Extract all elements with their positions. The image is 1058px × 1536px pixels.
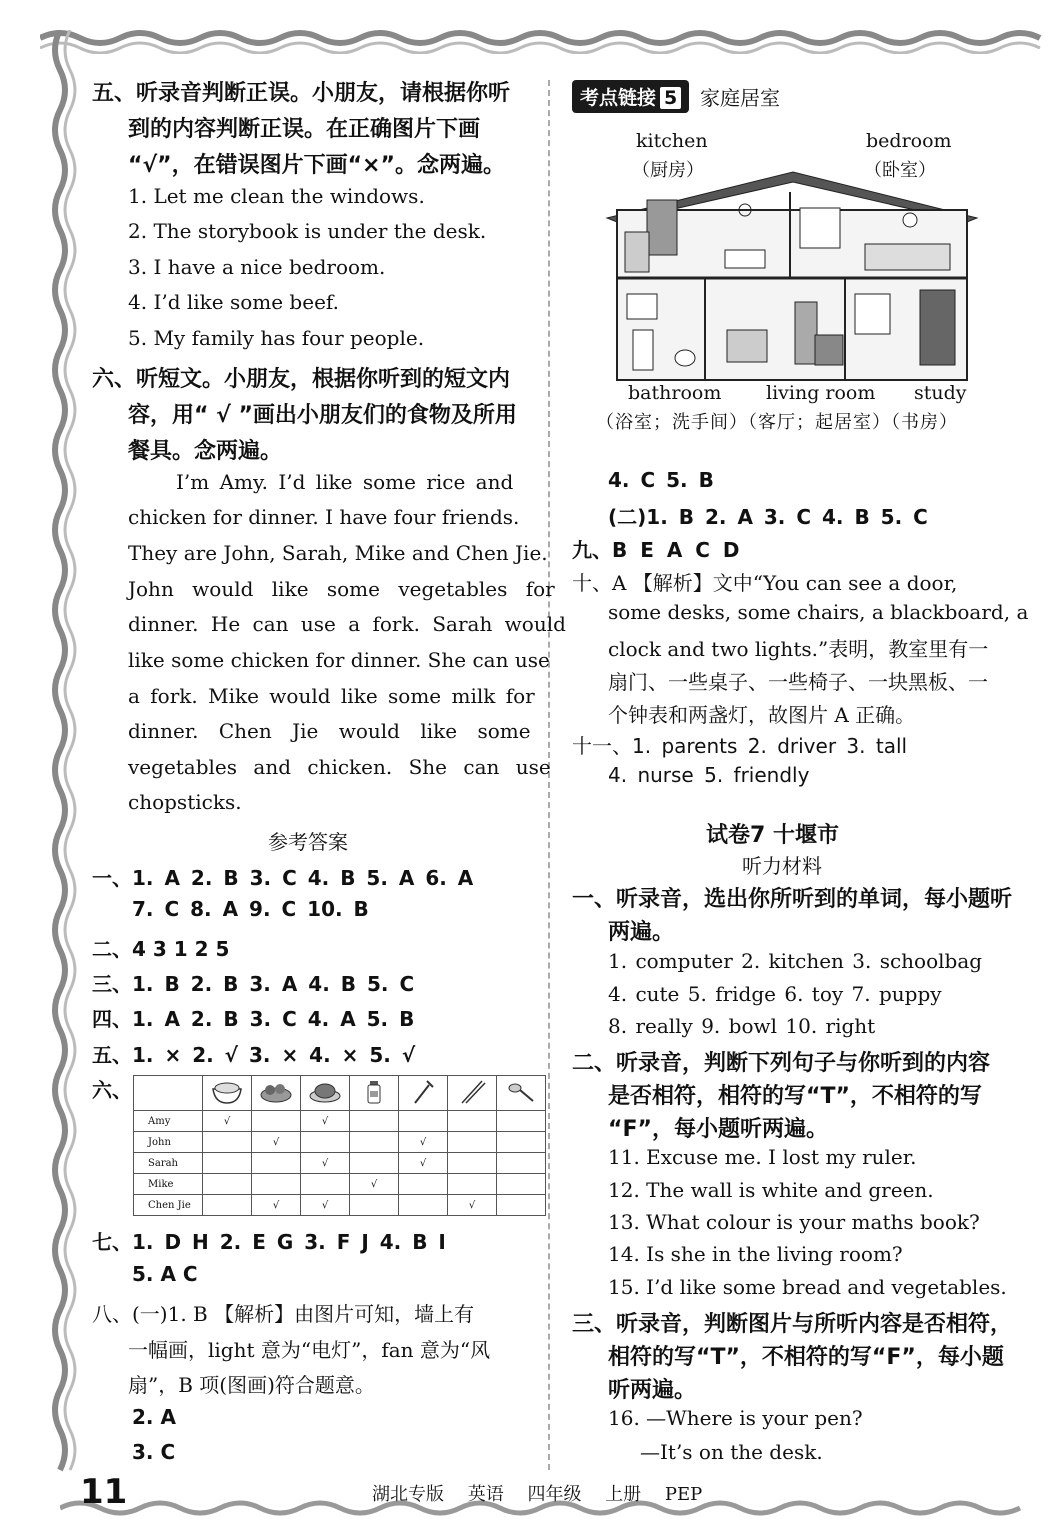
wavy-frame-left — [38, 30, 78, 1510]
house-label-kitchen-cn: （厨房） — [632, 160, 704, 181]
q3-heading: 听两遍。 — [608, 1378, 697, 1403]
answer-line: 4. nurse 5. friendly — [608, 763, 810, 787]
tag-number: 5 — [660, 87, 681, 109]
table-cell — [448, 1174, 497, 1195]
table-cell — [301, 1132, 350, 1153]
list-item: 4. cute 5. fridge 6. toy 7. puppy — [608, 982, 942, 1006]
list-item: 12. The wall is white and green. — [608, 1178, 934, 1202]
answer-line: 五、1. × 2. √ 3. × 4. × 5. √ — [92, 1043, 416, 1067]
answer-line: 一幅画，light 意为“电灯”，fan 意为“风 — [128, 1338, 491, 1362]
table-corner-cell — [134, 1076, 203, 1111]
list-item: 3. I have a nice bedroom. — [128, 255, 386, 279]
listening-title: 听力材料 — [742, 854, 822, 878]
rice-bowl-icon — [203, 1076, 252, 1111]
page-number: 11 — [80, 1472, 128, 1512]
answer-line: 一、1. A 2. B 3. C 4. B 5. A 6. A — [92, 866, 474, 890]
list-item: 1. computer 2. kitchen 3. schoolbag — [608, 949, 983, 973]
table-cell — [497, 1132, 546, 1153]
answer-line: 三、1. B 2. B 3. A 4. B 5. C — [92, 972, 415, 996]
table-cell — [497, 1153, 546, 1174]
table-cell — [399, 1174, 448, 1195]
passage-line: John would like some vegetables for — [128, 577, 555, 601]
vegetables-icon — [252, 1076, 301, 1111]
table-cell — [252, 1153, 301, 1174]
q3-heading: 相符的写“T”，不相符的写“F”，每小题 — [608, 1345, 1004, 1370]
house-label-study: study — [914, 382, 967, 404]
q2-heading: 二、听录音，判断下列句子与你听到的内容 — [572, 1051, 991, 1076]
answer-line: 扇”，B 项(图画)符合题意。 — [128, 1373, 375, 1397]
table-row — [134, 1195, 546, 1216]
section6-heading: 餐具。念两遍。 — [128, 439, 283, 464]
table-cell — [497, 1111, 546, 1132]
table-cell — [203, 1153, 252, 1174]
table-cell — [399, 1111, 448, 1132]
answer-line: 5. A C — [132, 1262, 198, 1286]
passage-line: vegetables and chicken. She can use — [128, 755, 551, 779]
list-item: —It’s on the desk. — [640, 1440, 823, 1464]
house-illustration — [605, 170, 980, 385]
table-cell: √ — [399, 1132, 448, 1153]
list-item: 13. What colour is your maths book? — [608, 1210, 980, 1234]
q1-heading: 一、听录音，选出你所听到的单词，每小题听 — [572, 887, 1013, 912]
table-cell: √ — [399, 1153, 448, 1174]
q3-heading: 三、听录音，判断图片与所听内容是否相符， — [572, 1312, 1013, 1337]
table-cell — [203, 1132, 252, 1153]
tag-title: 家庭居室 — [700, 86, 780, 110]
list-item: 14. Is she in the living room? — [608, 1242, 903, 1266]
table-cell — [350, 1195, 399, 1216]
fork-icon — [399, 1076, 448, 1111]
footer-info: 湖北专版 英语 四年级 上册 PEP — [372, 1484, 703, 1505]
table-row — [134, 1153, 546, 1174]
row-name: Sarah — [134, 1153, 203, 1174]
table-cell: √ — [301, 1195, 350, 1216]
answer-line: 八、(一)1. B 【解析】由图片可知，墙上有 — [92, 1302, 475, 1326]
house-label-bedroom: bedroom — [866, 130, 952, 152]
list-item: 5. My family has four people. — [128, 326, 425, 350]
q2-heading: “F”，每小题听两遍。 — [608, 1117, 828, 1142]
answer-line: (二)1. B 2. A 3. C 4. B 5. C — [608, 505, 928, 529]
answer-line: 个钟表和两盏灯，故图片 A 正确。 — [608, 703, 916, 727]
table-cell — [203, 1174, 252, 1195]
house-label-bathroom: bathroom — [628, 382, 722, 404]
table-cell — [350, 1111, 399, 1132]
table-cell: √ — [203, 1111, 252, 1132]
row-name: John — [134, 1132, 203, 1153]
chopsticks-icon — [448, 1076, 497, 1111]
q2-heading: 是否相符，相符的写“T”，不相符的写 — [608, 1084, 982, 1109]
answer-line: some desks, some chairs, a blackboard, a — [608, 600, 1029, 624]
table-cell — [350, 1153, 399, 1174]
passage-line: chopsticks. — [128, 790, 242, 814]
answer-title: 参考答案 — [268, 830, 348, 854]
answer-line: 九、B E A C D — [572, 538, 740, 562]
answer-line: 4. C 5. B — [608, 468, 714, 492]
spoon-icon — [497, 1076, 546, 1111]
section5-heading: 五、听录音判断正误。小朋友，请根据你听 — [92, 81, 511, 106]
table-cell: √ — [252, 1195, 301, 1216]
house-label-kitchen: kitchen — [636, 130, 708, 152]
table-cell — [252, 1174, 301, 1195]
passage-line: dinner. He can use a fork. Sarah would — [128, 612, 566, 636]
list-item: 8. really 9. bowl 10. right — [608, 1014, 876, 1038]
table-header-row — [134, 1076, 546, 1111]
table-cell: √ — [350, 1174, 399, 1195]
table-cell: √ — [301, 1153, 350, 1174]
list-item: 15. I’d like some bread and vegetables. — [608, 1275, 1007, 1299]
table-cell — [448, 1153, 497, 1174]
list-item: 11. Excuse me. I lost my ruler. — [608, 1145, 917, 1169]
list-item: 4. I’d like some beef. — [128, 290, 339, 314]
answer-line: 扇门、一些桌子、一些椅子、一块黑板、一 — [608, 670, 988, 694]
list-item: 16. —Where is your pen? — [608, 1406, 863, 1430]
table-cell — [497, 1174, 546, 1195]
answer-line: 二、4 3 1 2 5 — [92, 937, 230, 961]
row-name: Amy — [134, 1111, 203, 1132]
answer-line: 四、1. A 2. B 3. C 4. A 5. B — [92, 1007, 415, 1031]
section6-heading: 六、听短文。小朋友，根据你听到的短文内 — [92, 367, 511, 392]
table-cell: √ — [301, 1111, 350, 1132]
section5-heading: 到的内容判断正误。在正确图片下画 — [128, 117, 481, 142]
passage-line: like some chicken for dinner. She can use — [128, 648, 550, 672]
passage-line: They are John, Sarah, Mike and Chen Jie. — [128, 541, 548, 565]
answer-label: 六、 — [92, 1078, 132, 1102]
topic-link-tag — [572, 80, 689, 113]
passage-line: a fork. Mike would like some milk for — [128, 684, 535, 708]
table-row — [134, 1174, 546, 1195]
list-item: 2. The storybook is under the desk. — [128, 219, 487, 243]
answer-line: 2. A — [132, 1405, 176, 1429]
table-cell — [252, 1111, 301, 1132]
passage-line: dinner. Chen Jie would like some — [128, 719, 531, 743]
table-cell — [448, 1111, 497, 1132]
food-tableware-table — [133, 1075, 546, 1216]
answer-line: 十一、1. parents 2. driver 3. tall — [572, 734, 908, 758]
list-item: 1. Let me clean the windows. — [128, 184, 425, 208]
answer-line: clock and two lights.”表明，教室里有一 — [608, 637, 989, 661]
table-cell — [301, 1174, 350, 1195]
answer-line: 十、A 【解析】文中“You can see a door, — [572, 571, 958, 595]
answer-line: 七、1. D H 2. E G 3. F J 4. B I — [92, 1230, 446, 1254]
house-labels-cn: （浴室；洗手间）（客厅；起居室）（书房） — [596, 412, 958, 433]
chicken-icon — [301, 1076, 350, 1111]
table-cell — [497, 1195, 546, 1216]
milk-bottle-icon — [350, 1076, 399, 1111]
table-cell — [203, 1195, 252, 1216]
answer-line: 7. C 8. A 9. C 10. B — [132, 897, 369, 921]
wavy-frame-top — [40, 8, 1050, 54]
table-cell — [399, 1195, 448, 1216]
test-title: 试卷7 十堰市 — [706, 823, 839, 848]
answer-line: 3. C — [132, 1440, 176, 1464]
section6-heading: 容，用“ √ ”画出小朋友们的食物及所用 — [128, 403, 517, 428]
table-cell: √ — [448, 1195, 497, 1216]
table-row — [134, 1132, 546, 1153]
table-row — [134, 1111, 546, 1132]
tag-label: 考点链接 — [580, 87, 657, 109]
table-cell — [350, 1132, 399, 1153]
house-label-bedroom-cn: （卧室） — [864, 160, 936, 181]
table-cell: √ — [252, 1132, 301, 1153]
q1-heading: 两遍。 — [608, 920, 675, 945]
passage-line: chicken for dinner. I have four friends. — [128, 505, 520, 529]
section5-heading: “√”，在错误图片下画“×”。念两遍。 — [128, 153, 505, 178]
house-label-living-room: living room — [766, 382, 876, 404]
row-name: Chen Jie — [134, 1195, 203, 1216]
table-cell — [448, 1132, 497, 1153]
passage-line: I’m Amy. I’d like some rice and — [176, 470, 514, 494]
row-name: Mike — [134, 1174, 203, 1195]
